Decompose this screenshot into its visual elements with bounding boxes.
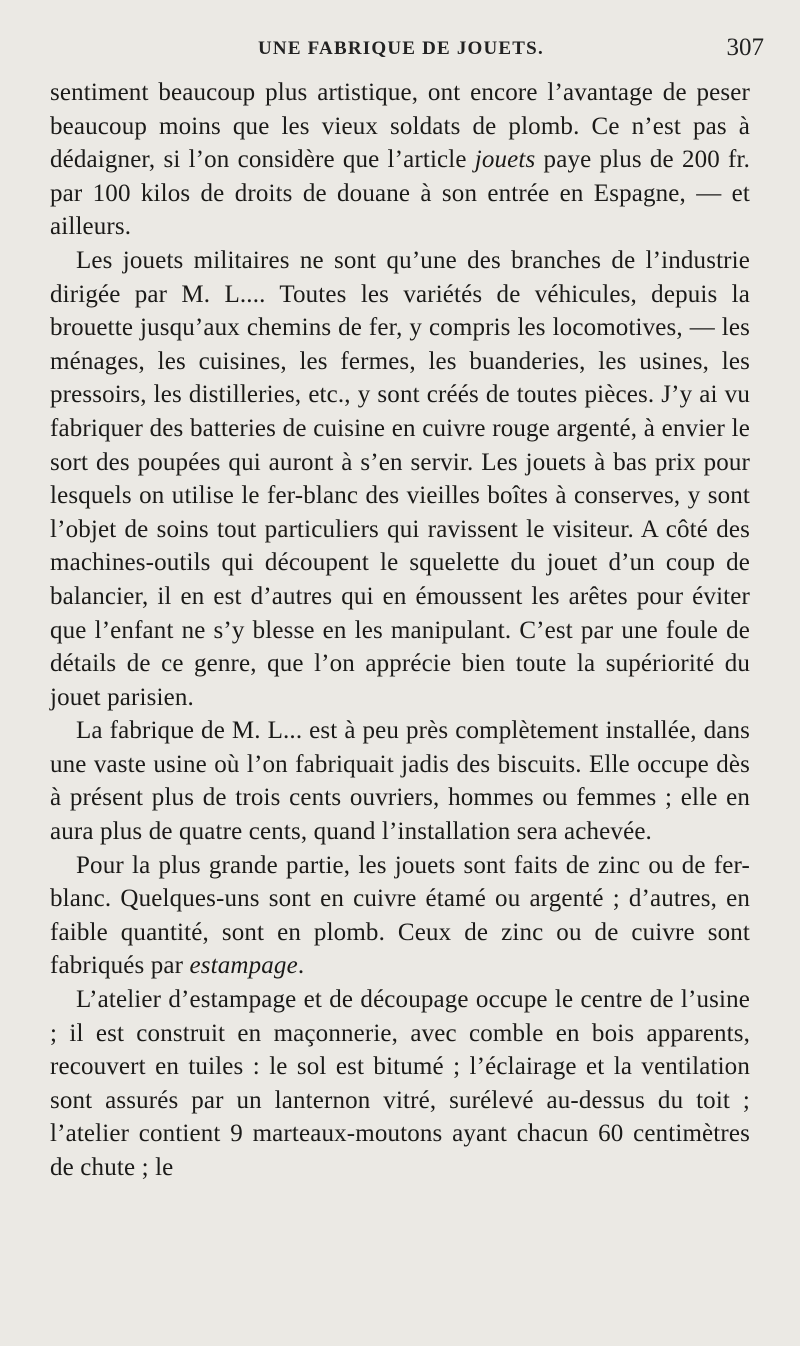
running-title: UNE FABRIQUE DE JOUETS. <box>258 38 544 59</box>
paragraph-4-text-end: . <box>297 952 305 980</box>
paragraph-3-text: La fabrique de M. L... est à peu près complètement installée, dans une vaste usine où l’on fabriquait jadis des biscuits. Elle occupe dès à présent plus de trois cents ouvriers, hommes ou femmes ; elle en aura plus de quatre cents, quand l’installation sera achevée. <box>50 717 750 846</box>
paragraph-1 <box>50 76 750 244</box>
paragraph-5 <box>50 983 750 1185</box>
paragraph-3 <box>50 714 750 848</box>
paragraph-1-text: sentiment beaucoup plus artistique, ont encore l’avantage de peser beaucoup moins que les vieux soldats de plomb. Ce n’est pas à dédaigner, si l’on considère que l’article <box>50 79 750 174</box>
paragraph-1-text-end: paye plus de 200 fr. par 100 kilos de droits de douane à son entrée en Espagne, — et ailleurs. <box>50 146 751 241</box>
paragraph-1-italic: jouets <box>474 146 536 174</box>
paragraph-4-italic: estampage <box>189 952 298 980</box>
paragraph-5-text: L’atelier d’estampage et de découpage occupe le centre de l’usine ; il est construit en maçonnerie, avec comble en bois apparents, recouvert en tuiles : le sol est bitumé ; l’éclairage et la ventilation sont assurés par un lanternon vitré, surélevé au-dessus du toit ; l’atelier contient 9 marteaux-moutons ayant chacun 60 centimètres de chute ; le <box>50 986 750 1181</box>
paragraph-2 <box>50 244 750 714</box>
paragraph-4-text: Pour la plus grande partie, les jouets sont faits de zinc ou de fer-blanc. Quelques-uns sont en cuivre étamé ou argenté ; d’autres, en faible quantité, sont en plomb. Ceux de zinc ou de cuivre sont fabriqués par <box>50 851 750 980</box>
paragraph-2-text: Les jouets militaires ne sont qu’une des branches de l’industrie dirigée par M. L.... Toutes les variétés de véhicules, depuis la brouette jusqu’aux chemins de fer, y compris les locomotives, — les ménages, les cuisines, les fermes, les buanderies, les usines, les pressoirs, les distilleries, etc., y sont créés de toutes pièces. J’y ai vu fabriquer des batteries de cuisine en cuivre rouge argenté, à envier le sort des poupées qui auront à s’en servir. Les jouets à bas prix pour lesquels on utilise le fer-blanc des vieilles boîtes à conserves, y sont l’objet de soins tout particuliers qui ravissent le visiteur. A côté des machines-outils qui découpent le squelette du jouet d’un coup de balancier, il en est d’autres qui en émoussent les arêtes pour éviter que l’enfant ne s’y blesse en les manipulant. C’est par une foule de détails de ce genre, que l’on apprécie bien toute la supériorité du jouet parisien. <box>50 246 750 711</box>
paragraph-4 <box>50 849 750 983</box>
page-number: 307 <box>726 34 764 61</box>
body-text <box>50 76 750 1185</box>
running-head <box>0 34 800 70</box>
